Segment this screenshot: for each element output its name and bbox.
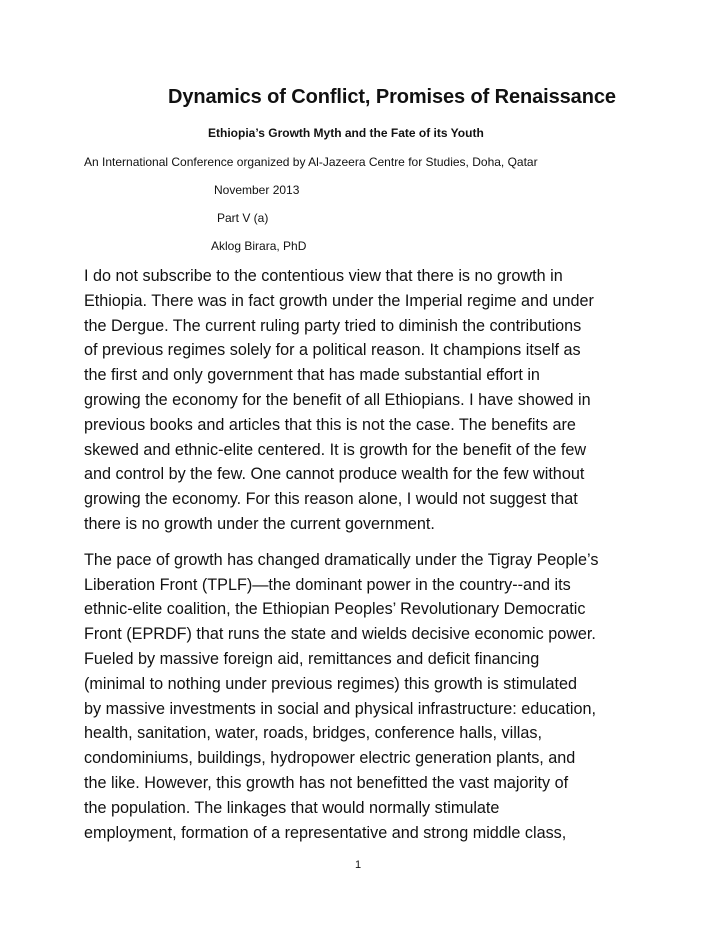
- paragraph-line: condominiums, buildings, hydropower electric generation plants, and: [84, 749, 576, 768]
- paragraph-line: the like. However, this growth has not benefitted the vast majority of: [84, 773, 569, 792]
- paragraph-line: The pace of growth has changed dramatically under the Tigray People’s: [84, 550, 599, 569]
- paragraph-line: skewed and ethnic-elite centered. It is growth for the benefit of the few: [84, 440, 587, 459]
- paragraph-line: and control by the few. One cannot produce wealth for the few without: [84, 465, 585, 484]
- paragraph-line: the Dergue. The current ruling party tried to diminish the contributions: [84, 316, 582, 335]
- paragraph-2: [84, 548, 644, 846]
- paragraph-line: health, sanitation, water, roads, bridges, conference halls, villas,: [84, 724, 542, 743]
- paragraph-line: Liberation Front (TPLF)—the dominant power in the country--and its: [84, 575, 571, 594]
- paragraph-line: (minimal to nothing under previous regimes) this growth is stimulated: [84, 674, 578, 693]
- document-body: [84, 264, 644, 856]
- paragraph-line: Front (EPRDF) that runs the state and wields decisive economic power.: [84, 625, 596, 644]
- paragraph-line: Ethiopia. There was in fact growth under the Imperial regime and under: [84, 291, 594, 310]
- document-subtitle: Ethiopia’s Growth Myth and the Fate of its Youth: [208, 126, 484, 140]
- paragraph-line: by massive investments in social and physical infrastructure: education,: [84, 699, 596, 718]
- paragraph-line: the population. The linkages that would normally stimulate: [84, 798, 500, 817]
- paragraph-line: Fueled by massive foreign aid, remittances and deficit financing: [84, 649, 540, 668]
- paragraph-line: employment, formation of a representative and strong middle class,: [84, 823, 567, 842]
- paragraph-line: of previous regimes solely for a political reason. It champions itself as: [84, 341, 581, 360]
- document-date: November 2013: [214, 183, 300, 197]
- paragraph-line: the first and only government that has made substantial effort in: [84, 366, 540, 385]
- document-part: Part V (a): [217, 211, 269, 225]
- page-number: 1: [355, 859, 362, 871]
- paragraph-line: previous books and articles that this is not the case. The benefits are: [84, 415, 576, 434]
- paragraph-line: growing the economy. For this reason alone, I would not suggest that: [84, 490, 578, 509]
- paragraph-1: [84, 264, 644, 537]
- paragraph-line: there is no growth under the current government.: [84, 514, 435, 533]
- conference-line: An International Conference organized by Al-Jazeera Centre for Studies, Doha, Qatar: [84, 155, 538, 169]
- paragraph-line: ethnic-elite coalition, the Ethiopian Peoples’ Revolutionary Democratic: [84, 600, 586, 619]
- paragraph-line: growing the economy for the benefit of all Ethiopians. I have showed in: [84, 390, 591, 409]
- document-author: Aklog Birara, PhD: [211, 239, 307, 253]
- document-title: Dynamics of Conflict, Promises of Renaissance: [168, 86, 616, 108]
- paragraph-line: I do not subscribe to the contentious view that there is no growth in: [84, 267, 563, 285]
